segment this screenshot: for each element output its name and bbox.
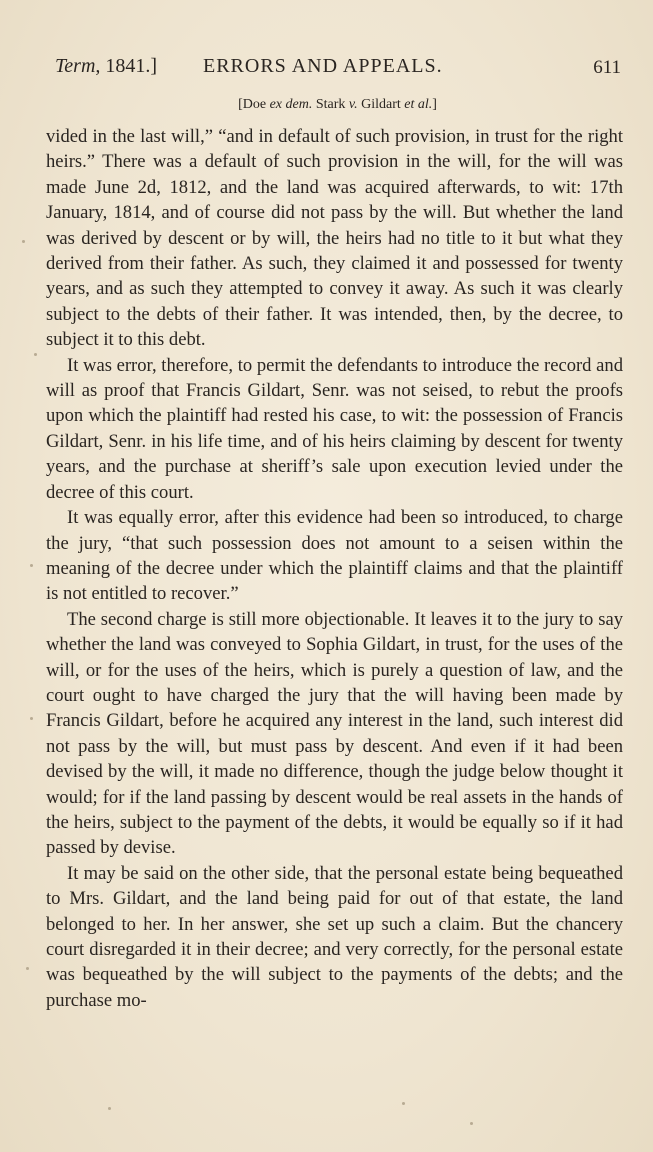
paragraph: vided in the last will,” “and in default of such provision, in trust for the right heirs.” There was a default of such provision in the will, for the will was made June 2d, 1812, and the land was acquired afterwards, to wit: 17th January, 1814, and of course did not pass by the will. But whether the land was derived by descent or by will, the heirs had no title to it but what they derived from their father. As such, they claimed it and possessed for twenty years, and as such they attempted to convey it away. As such it was clearly subject to the debts of their father. It was intended, then, by the decree, to subject it to this debt. <box>46 126 623 351</box>
paper-speck <box>22 240 25 243</box>
paper-speck <box>30 564 33 567</box>
paper-speck <box>26 967 29 970</box>
paragraph: The second charge is still more objectionable. It leaves it to the jury to say whether the land was conveyed to Sophia Gildart, in trust, for the uses of the will, or for the uses of the heirs, which is purely a question of law, and the court ought to have charged the jury that the will having been made by Francis Gildart, before he acquired any interest in the land, such interest did not pass by the will, but must pass by descent. And even if it had been devised by the will, it made no difference, though the judge below thought it would; for if the land passing by descent would be real assets in the hands of the heirs, subject to the payment of the debts, it would be equally so if it had passed by devise. <box>46 608 623 859</box>
paper-speck <box>108 1107 111 1110</box>
paragraph: It was error, therefore, to permit the defendants to introduce the record and will as proof that Francis Gildart, Senr. was not seised, to rebut the proofs upon which the plaintiff had rested his case, to wit: the possession of Francis Gildart, Senr. in his life time, and of his heirs claiming by descent for twenty years, and the purchase at sheriff’s sale upon execution levied under the decree of this court. <box>46 354 623 503</box>
paper-speck <box>34 353 37 356</box>
paper-speck <box>402 1102 405 1105</box>
paper-speck <box>30 717 33 720</box>
case-caption: [Doe ex dem. Stark v. Gildart et al.] <box>238 97 437 112</box>
paragraph: It was equally error, after this evidence had been so introduced, to charge the jury, “that such possession does not amount to a seisen within the meaning of the decree under which the plaintiff claims and that the plaintiff is not entitled to recover.” <box>46 507 623 605</box>
page-number: 611 <box>593 57 621 78</box>
running-head <box>55 55 621 81</box>
paragraph: It may be said on the other side, that the personal estate being bequeathed to Mrs. Gildart, and the land being paid for out of that estate, the land belonged to her. In her answer, she set up such a claim. But the chancery court disregarded it in their decree; and very correctly, for the personal estate was bequeathed by the will subject to the payments of the debts; and the purchase mo- <box>46 862 623 1011</box>
term-year: Term, 1841.] <box>55 55 158 77</box>
body-text <box>46 124 623 1013</box>
running-title: ERRORS AND APPEALS. <box>203 55 443 77</box>
paper-speck <box>470 1122 473 1125</box>
